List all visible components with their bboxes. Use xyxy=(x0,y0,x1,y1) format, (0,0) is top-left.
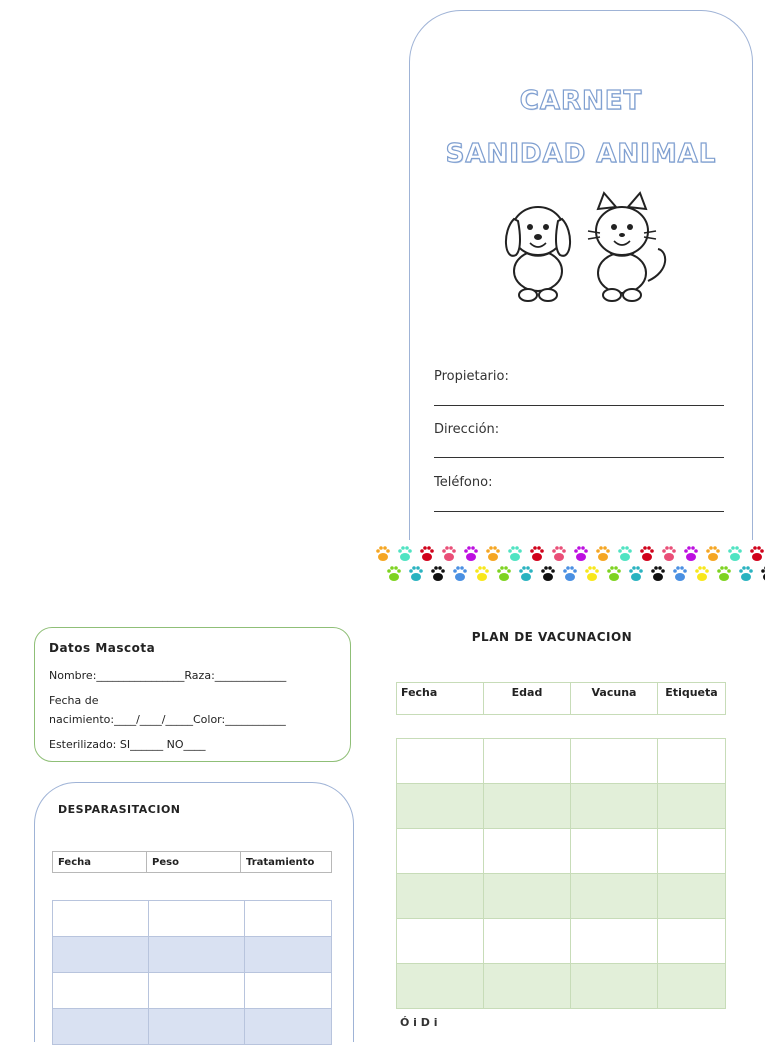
table-cell[interactable] xyxy=(658,964,726,1009)
cover-title-line1: CARNET xyxy=(519,86,643,116)
table-cell[interactable] xyxy=(397,739,484,784)
table-row xyxy=(397,874,726,919)
table-cell[interactable] xyxy=(571,874,658,919)
pet-data-title: Datos Mascota xyxy=(49,641,156,655)
table-cell[interactable] xyxy=(149,1009,245,1045)
table-cell[interactable] xyxy=(571,784,658,829)
deworming-title: DESPARASITACION xyxy=(58,803,181,816)
table-cell[interactable] xyxy=(484,964,571,1009)
cover-title-line2: SANIDAD ANIMAL xyxy=(445,139,717,169)
table-cell[interactable] xyxy=(484,829,571,874)
table-cell[interactable] xyxy=(149,973,245,1009)
vaccination-col-edad: Edad xyxy=(484,683,571,715)
table-cell[interactable] xyxy=(397,964,484,1009)
table-cell[interactable] xyxy=(149,937,245,973)
vaccination-col-etiqueta: Etiqueta xyxy=(658,683,726,715)
vaccination-table xyxy=(396,738,726,1009)
deworming-col-peso: Peso xyxy=(147,852,241,873)
deworming-col-fecha: Fecha xyxy=(53,852,147,873)
pet-data-box xyxy=(34,627,351,762)
table-row xyxy=(397,739,726,784)
table-cell[interactable] xyxy=(53,901,149,937)
table-cell[interactable] xyxy=(484,874,571,919)
owner-line-direccion[interactable] xyxy=(434,457,724,458)
table-cell[interactable] xyxy=(53,973,149,1009)
owner-line-propietario[interactable] xyxy=(434,405,724,406)
deworming-header-table xyxy=(52,851,332,873)
table-cell[interactable] xyxy=(658,919,726,964)
table-cell[interactable] xyxy=(397,784,484,829)
dog-and-cat-icon xyxy=(500,191,670,306)
table-cell[interactable] xyxy=(245,1009,332,1045)
owner-label-propietario: Propietario: xyxy=(434,369,509,384)
partial-footer-text: Ó i D i xyxy=(400,1016,438,1029)
table-cell[interactable] xyxy=(397,874,484,919)
table-cell[interactable] xyxy=(571,739,658,784)
table-row xyxy=(397,829,726,874)
table-cell[interactable] xyxy=(53,937,149,973)
table-cell[interactable] xyxy=(53,1009,149,1045)
table-cell[interactable] xyxy=(245,901,332,937)
table-cell[interactable] xyxy=(571,829,658,874)
table-cell[interactable] xyxy=(571,964,658,1009)
table-row xyxy=(397,919,726,964)
table-cell[interactable] xyxy=(397,919,484,964)
table-cell[interactable] xyxy=(149,901,245,937)
cover-card xyxy=(409,10,753,542)
table-row xyxy=(397,784,726,829)
birthdate-label: Fecha de xyxy=(49,694,99,707)
table-cell[interactable] xyxy=(658,784,726,829)
name-breed-line[interactable]: Nombre:________________Raza:_____________ xyxy=(49,669,287,682)
sterilized-line[interactable]: Esterilizado: SI______ NO____ xyxy=(49,738,206,751)
vaccination-col-vacuna: Vacuna xyxy=(571,683,658,715)
table-cell[interactable] xyxy=(245,973,332,1009)
deworming-table xyxy=(52,900,332,1045)
table-cell[interactable] xyxy=(571,919,658,964)
table-cell[interactable] xyxy=(658,739,726,784)
owner-label-direccion: Dirección: xyxy=(434,422,500,437)
table-cell[interactable] xyxy=(245,937,332,973)
table-cell[interactable] xyxy=(484,919,571,964)
owner-line-telefono[interactable] xyxy=(434,511,724,512)
table-row xyxy=(53,1009,332,1045)
table-cell[interactable] xyxy=(658,829,726,874)
table-row xyxy=(53,937,332,973)
deworming-box xyxy=(34,782,354,1042)
table-row xyxy=(53,901,332,937)
vaccination-col-fecha: Fecha xyxy=(397,683,484,715)
table-cell[interactable] xyxy=(397,829,484,874)
table-row xyxy=(397,964,726,1009)
vaccination-title: PLAN DE VACUNACION xyxy=(471,630,633,644)
table-cell[interactable] xyxy=(484,784,571,829)
paw-prints-strip-icon xyxy=(375,540,765,590)
table-row xyxy=(53,973,332,1009)
birthdate-color-line[interactable]: nacimiento:____/____/_____Color:___________ xyxy=(49,713,286,726)
vaccination-header-table xyxy=(396,682,726,715)
deworming-col-tratamiento: Tratamiento xyxy=(241,852,332,873)
table-cell[interactable] xyxy=(484,739,571,784)
table-cell[interactable] xyxy=(658,874,726,919)
owner-label-telefono: Teléfono: xyxy=(434,475,493,490)
